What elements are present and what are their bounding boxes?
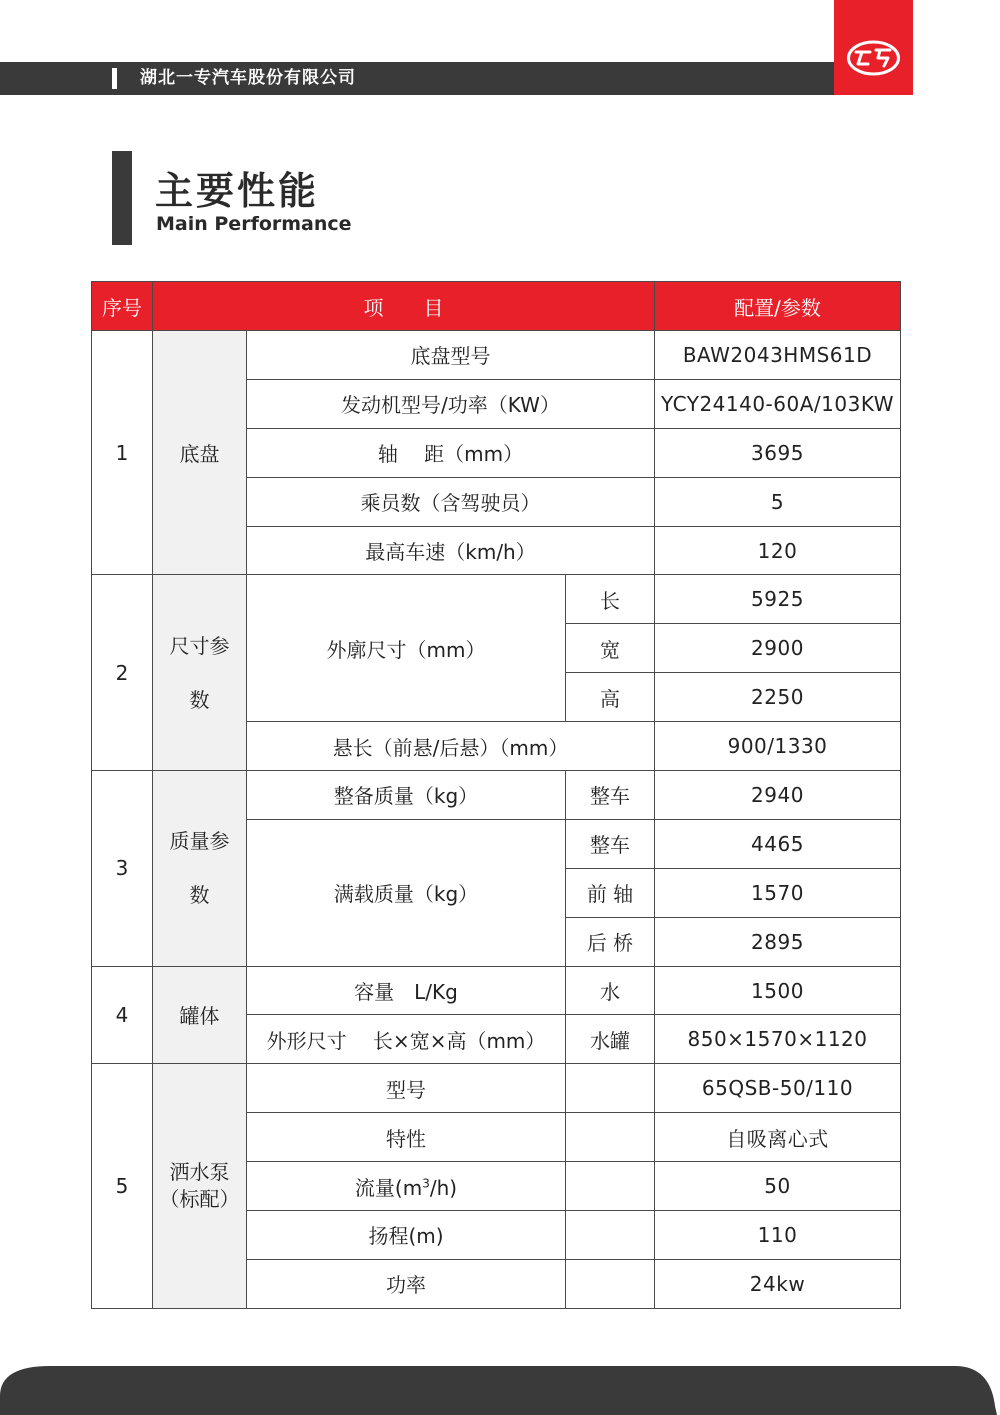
sub-cell [566, 1113, 655, 1162]
sub-cell: 整车 [566, 771, 655, 820]
spec-table [91, 281, 901, 1309]
title-accent-bar [112, 151, 132, 245]
page-title: 主要性能 [155, 169, 320, 213]
company-logo [834, 0, 913, 95]
company-name: 湖北一专汽车股份有限公司 [140, 68, 356, 88]
value-cell: 4465 [655, 819, 901, 868]
item-text: 流量(m [354, 1175, 423, 1200]
group-index: 4 [92, 966, 153, 1064]
group-name: 底盘 [153, 331, 247, 575]
group-name-line: 尺寸参 [169, 633, 230, 658]
item-cell: 整备质量（kg） [247, 771, 566, 820]
value-cell: 2900 [655, 624, 901, 673]
sub-cell: 整车 [566, 819, 655, 868]
item-cell: 最高车速（km/h） [247, 526, 655, 575]
value-cell: 24kw [655, 1259, 901, 1308]
header-item: 项 目 [153, 282, 655, 331]
item-cell: 外形尺寸 长×宽×高（mm） [247, 1015, 566, 1064]
footer-bar [0, 1366, 1000, 1415]
value-cell: 自吸离心式 [655, 1113, 901, 1162]
value-cell: 1570 [655, 868, 901, 917]
group-name-line: 质量参 [169, 829, 230, 854]
value-cell: 3695 [655, 428, 901, 477]
value-cell: 50 [655, 1162, 901, 1211]
item-text: /h) [429, 1175, 458, 1200]
sub-cell [566, 1211, 655, 1260]
sub-cell: 高 [566, 673, 655, 722]
value-cell: 5 [655, 477, 901, 526]
group-name-line: （标配） [159, 1187, 240, 1212]
sub-cell [566, 1162, 655, 1211]
value-cell: 900/1330 [655, 722, 901, 771]
value-cell: 2895 [655, 917, 901, 966]
sub-cell: 长 [566, 575, 655, 624]
item-cell: 发动机型号/功率（KW） [247, 379, 655, 428]
table-row [92, 1064, 901, 1113]
group-index: 5 [92, 1064, 153, 1308]
page-subtitle: Main Performance [156, 213, 352, 235]
group-name [153, 1064, 247, 1308]
item-cell: 底盘型号 [247, 331, 655, 380]
sub-cell: 水罐 [566, 1015, 655, 1064]
group-name [153, 771, 247, 967]
sub-cell: 后 桥 [566, 917, 655, 966]
table-row [92, 331, 901, 380]
logo-emblem-icon [846, 38, 901, 78]
table-row [92, 575, 901, 624]
sub-cell [566, 1064, 655, 1113]
sub-cell [566, 1259, 655, 1308]
value-cell: 850×1570×1120 [655, 1015, 901, 1064]
item-cell: 功率 [247, 1259, 566, 1308]
header-mark [112, 68, 117, 89]
value-cell: 2250 [655, 673, 901, 722]
sub-cell: 宽 [566, 624, 655, 673]
group-name: 罐体 [153, 966, 247, 1064]
item-cell: 外廓尺寸（mm） [247, 575, 566, 722]
group-name [153, 575, 247, 771]
value-cell: 65QSB-50/110 [655, 1064, 901, 1113]
group-index: 1 [92, 331, 153, 575]
value-cell: 110 [655, 1211, 901, 1260]
header-bar [0, 62, 834, 95]
value-cell: YCY24140-60A/103KW [655, 379, 901, 428]
value-cell: 120 [655, 526, 901, 575]
value-cell: 2940 [655, 771, 901, 820]
superscript: 3 [422, 1175, 430, 1190]
table-row [92, 771, 901, 820]
table-row [92, 966, 901, 1015]
header-index: 序号 [92, 282, 153, 331]
sub-cell: 前 轴 [566, 868, 655, 917]
sub-cell: 水 [566, 966, 655, 1015]
group-name-line: 洒水泵 [169, 1160, 230, 1185]
value-cell: 5925 [655, 575, 901, 624]
item-cell: 满载质量（kg） [247, 819, 566, 966]
item-cell [247, 1162, 566, 1211]
header-value: 配置/参数 [655, 282, 901, 331]
value-cell: BAW2043HMS61D [655, 331, 901, 380]
value-cell: 1500 [655, 966, 901, 1015]
table-header-row [92, 282, 901, 331]
item-cell: 容量 L/Kg [247, 966, 566, 1015]
group-index: 2 [92, 575, 153, 771]
group-name-line: 数 [189, 883, 210, 908]
group-index: 3 [92, 771, 153, 967]
item-cell: 扬程(m) [247, 1211, 566, 1260]
item-cell: 悬长（前悬/后悬）（mm） [247, 722, 655, 771]
item-cell: 型号 [247, 1064, 566, 1113]
group-name-line: 数 [189, 687, 210, 712]
item-cell: 特性 [247, 1113, 566, 1162]
item-cell: 轴 距（mm） [247, 428, 655, 477]
item-cell: 乘员数（含驾驶员） [247, 477, 655, 526]
